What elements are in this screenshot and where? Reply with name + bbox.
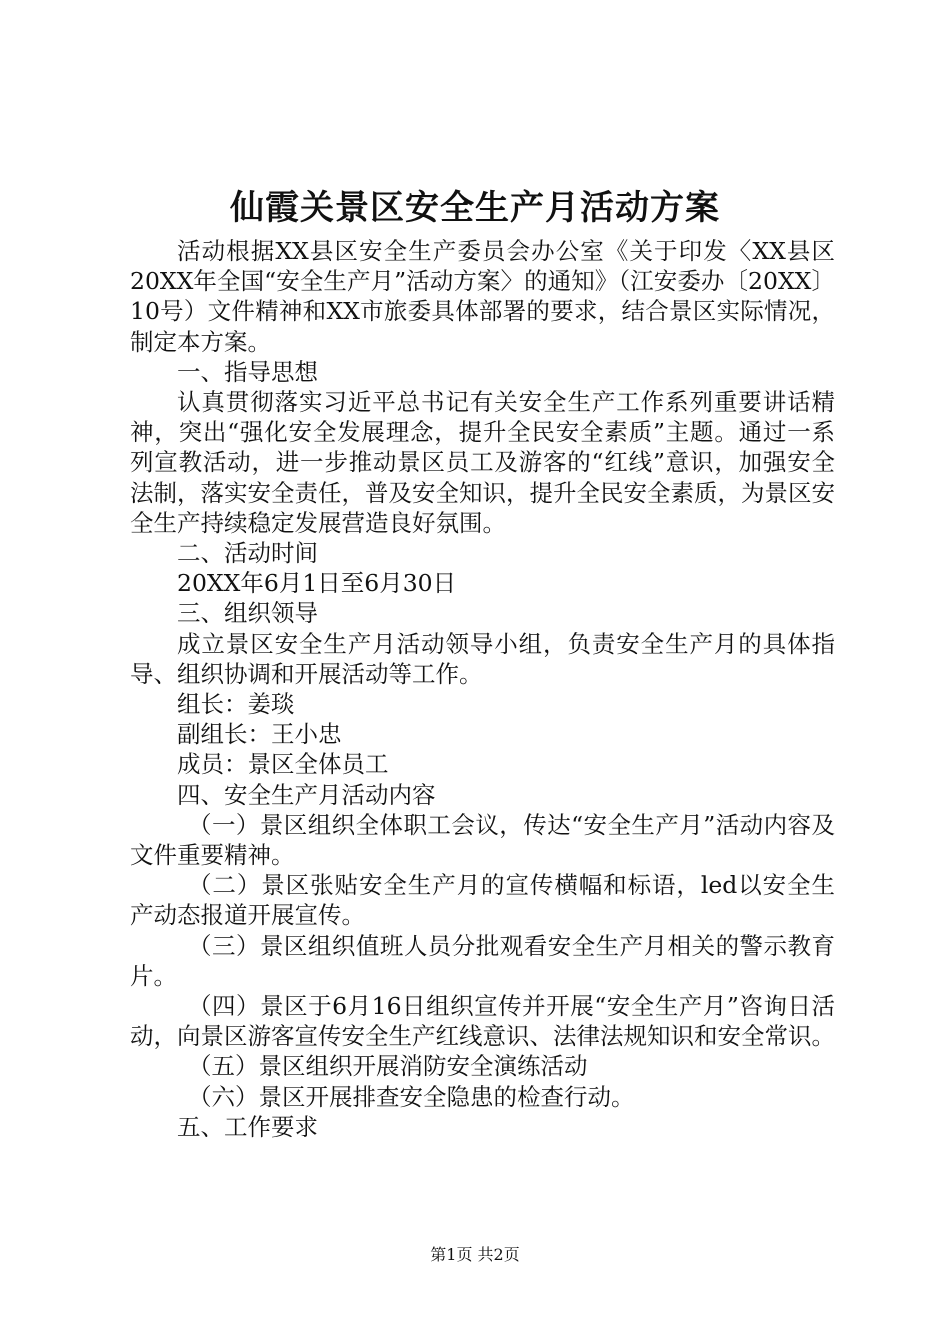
list-item-activity-4: （四）景区于6月16日组织宣传并开展“安全生产月”咨询日活动，向景区游客宣传安全生产红线意识、法律法规知识和安全常识。	[130, 992, 835, 1051]
list-item-activity-5: （五）景区组织开展消防安全演练活动	[188, 1052, 588, 1081]
list-item-activity-3: （三）景区组织值班人员分批观看安全生产月相关的警示教育片。	[130, 931, 835, 990]
list-item-activity-2: （二）景区张贴安全生产月的宣传横幅和标语，led以安全生产动态报道开展宣传。	[130, 871, 835, 930]
section-heading-guiding-ideology: 一、指导思想	[177, 357, 318, 386]
paragraph-team-leader: 组长：姜琰	[177, 690, 295, 719]
paragraph-guiding-ideology: 认真贯彻落实习近平总书记有关安全生产工作系列重要讲话精神，突出“强化安全发展理念，提升全民安全素质”主题。通过一系列宣教活动，进一步推动景区员工及游客的“红线”意识，加强安全法制，落实安全责任，普及安全知识，提升全民安全素质，为景区安全生产持续稳定发展营造良好氛围。	[130, 388, 835, 537]
document-body	[130, 236, 835, 1142]
paragraph-deputy-leader: 副组长：王小忠	[177, 720, 342, 749]
section-heading-activity-content: 四、安全生产月活动内容	[177, 780, 436, 809]
paragraph-members: 成员：景区全体员工	[177, 750, 389, 779]
paragraph-intro: 活动根据XX县区安全生产委员会办公室《关于印发〈XX县区20XX年全国“安全生产月”活动方案〉的通知》（江安委办〔20XX〕10号）文件精神和XX市旅委具体部署的要求，结合景区实际情况，制定本方案。	[130, 237, 835, 356]
list-item-activity-1: （一）景区组织全体职工会议，传达“安全生产月”活动内容及文件重要精神。	[130, 810, 835, 870]
page-number-footer: 第1页 共2页	[430, 1245, 520, 1264]
section-heading-activity-time: 二、活动时间	[177, 539, 318, 568]
document-title: 仙霞关景区安全生产月活动方案	[230, 188, 720, 228]
section-heading-work-requirements: 五、工作要求	[177, 1112, 318, 1141]
section-heading-organization: 三、组织领导	[177, 599, 318, 628]
paragraph-activity-time: 20XX年6月1日至6月30日	[177, 569, 457, 598]
paragraph-organization: 成立景区安全生产月活动领导小组，负责安全生产月的具体指导、组织协调和开展活动等工作。	[130, 629, 835, 688]
list-item-activity-6: （六）景区开展排查安全隐患的检查行动。	[188, 1082, 635, 1111]
